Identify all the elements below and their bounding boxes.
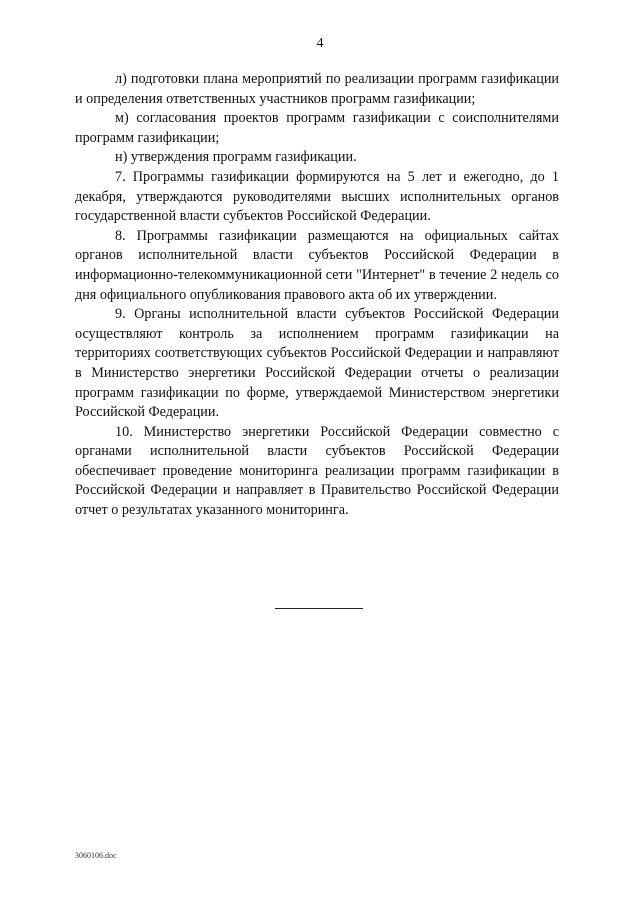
paragraph-n: н) утверждения программ газификации. bbox=[115, 149, 357, 166]
footer-filename: 3060106.doc bbox=[75, 851, 117, 860]
paragraph-10: 10. Министерство энергетики Российской Федерации совместно с органами исполнительной власти субъектов Российской Федерации обеспечивает проведение мониторинга реализации программ газификации в Российской Федерации и направляет в Правительство Российской Федерации отчет о результатах указанного мониторинга. bbox=[75, 423, 559, 519]
page-number: 4 bbox=[316, 36, 324, 51]
paragraph-7: 7. Программы газификации формируются на 5 лет и ежегодно, до 1 декабря, утверждаются руководителями высших исполнительных органов государственной власти субъектов Российской Федерации. bbox=[75, 168, 559, 225]
document-body bbox=[75, 70, 559, 521]
paragraph-l: л) подготовки плана мероприятий по реализации программ газификации и определения ответственных участников программ газификации; bbox=[75, 71, 559, 107]
paragraph-9: 9. Органы исполнительной власти субъектов Российской Федерации осуществляют контроль за исполнением программ газификации на территориях соответствующих субъектов Российской Федерации и направляют в Министерство энергетики Российской Федерации отчеты о реализации программ газификации по форме, утверждаемой Министерством энергетики Российской Федерации. bbox=[75, 306, 559, 421]
paragraph-m: м) согласования проектов программ газификации с соисполнителями программ газификации; bbox=[75, 110, 559, 146]
paragraph-8: 8. Программы газификации размещаются на официальных сайтах органов исполнительной власти субъектов Российской Федерации в информационно-телекоммуникационной сети "Интернет" в течение 2 недель со дня официального опубликования правового акта об их утверждении. bbox=[75, 227, 559, 303]
end-divider bbox=[275, 608, 363, 609]
